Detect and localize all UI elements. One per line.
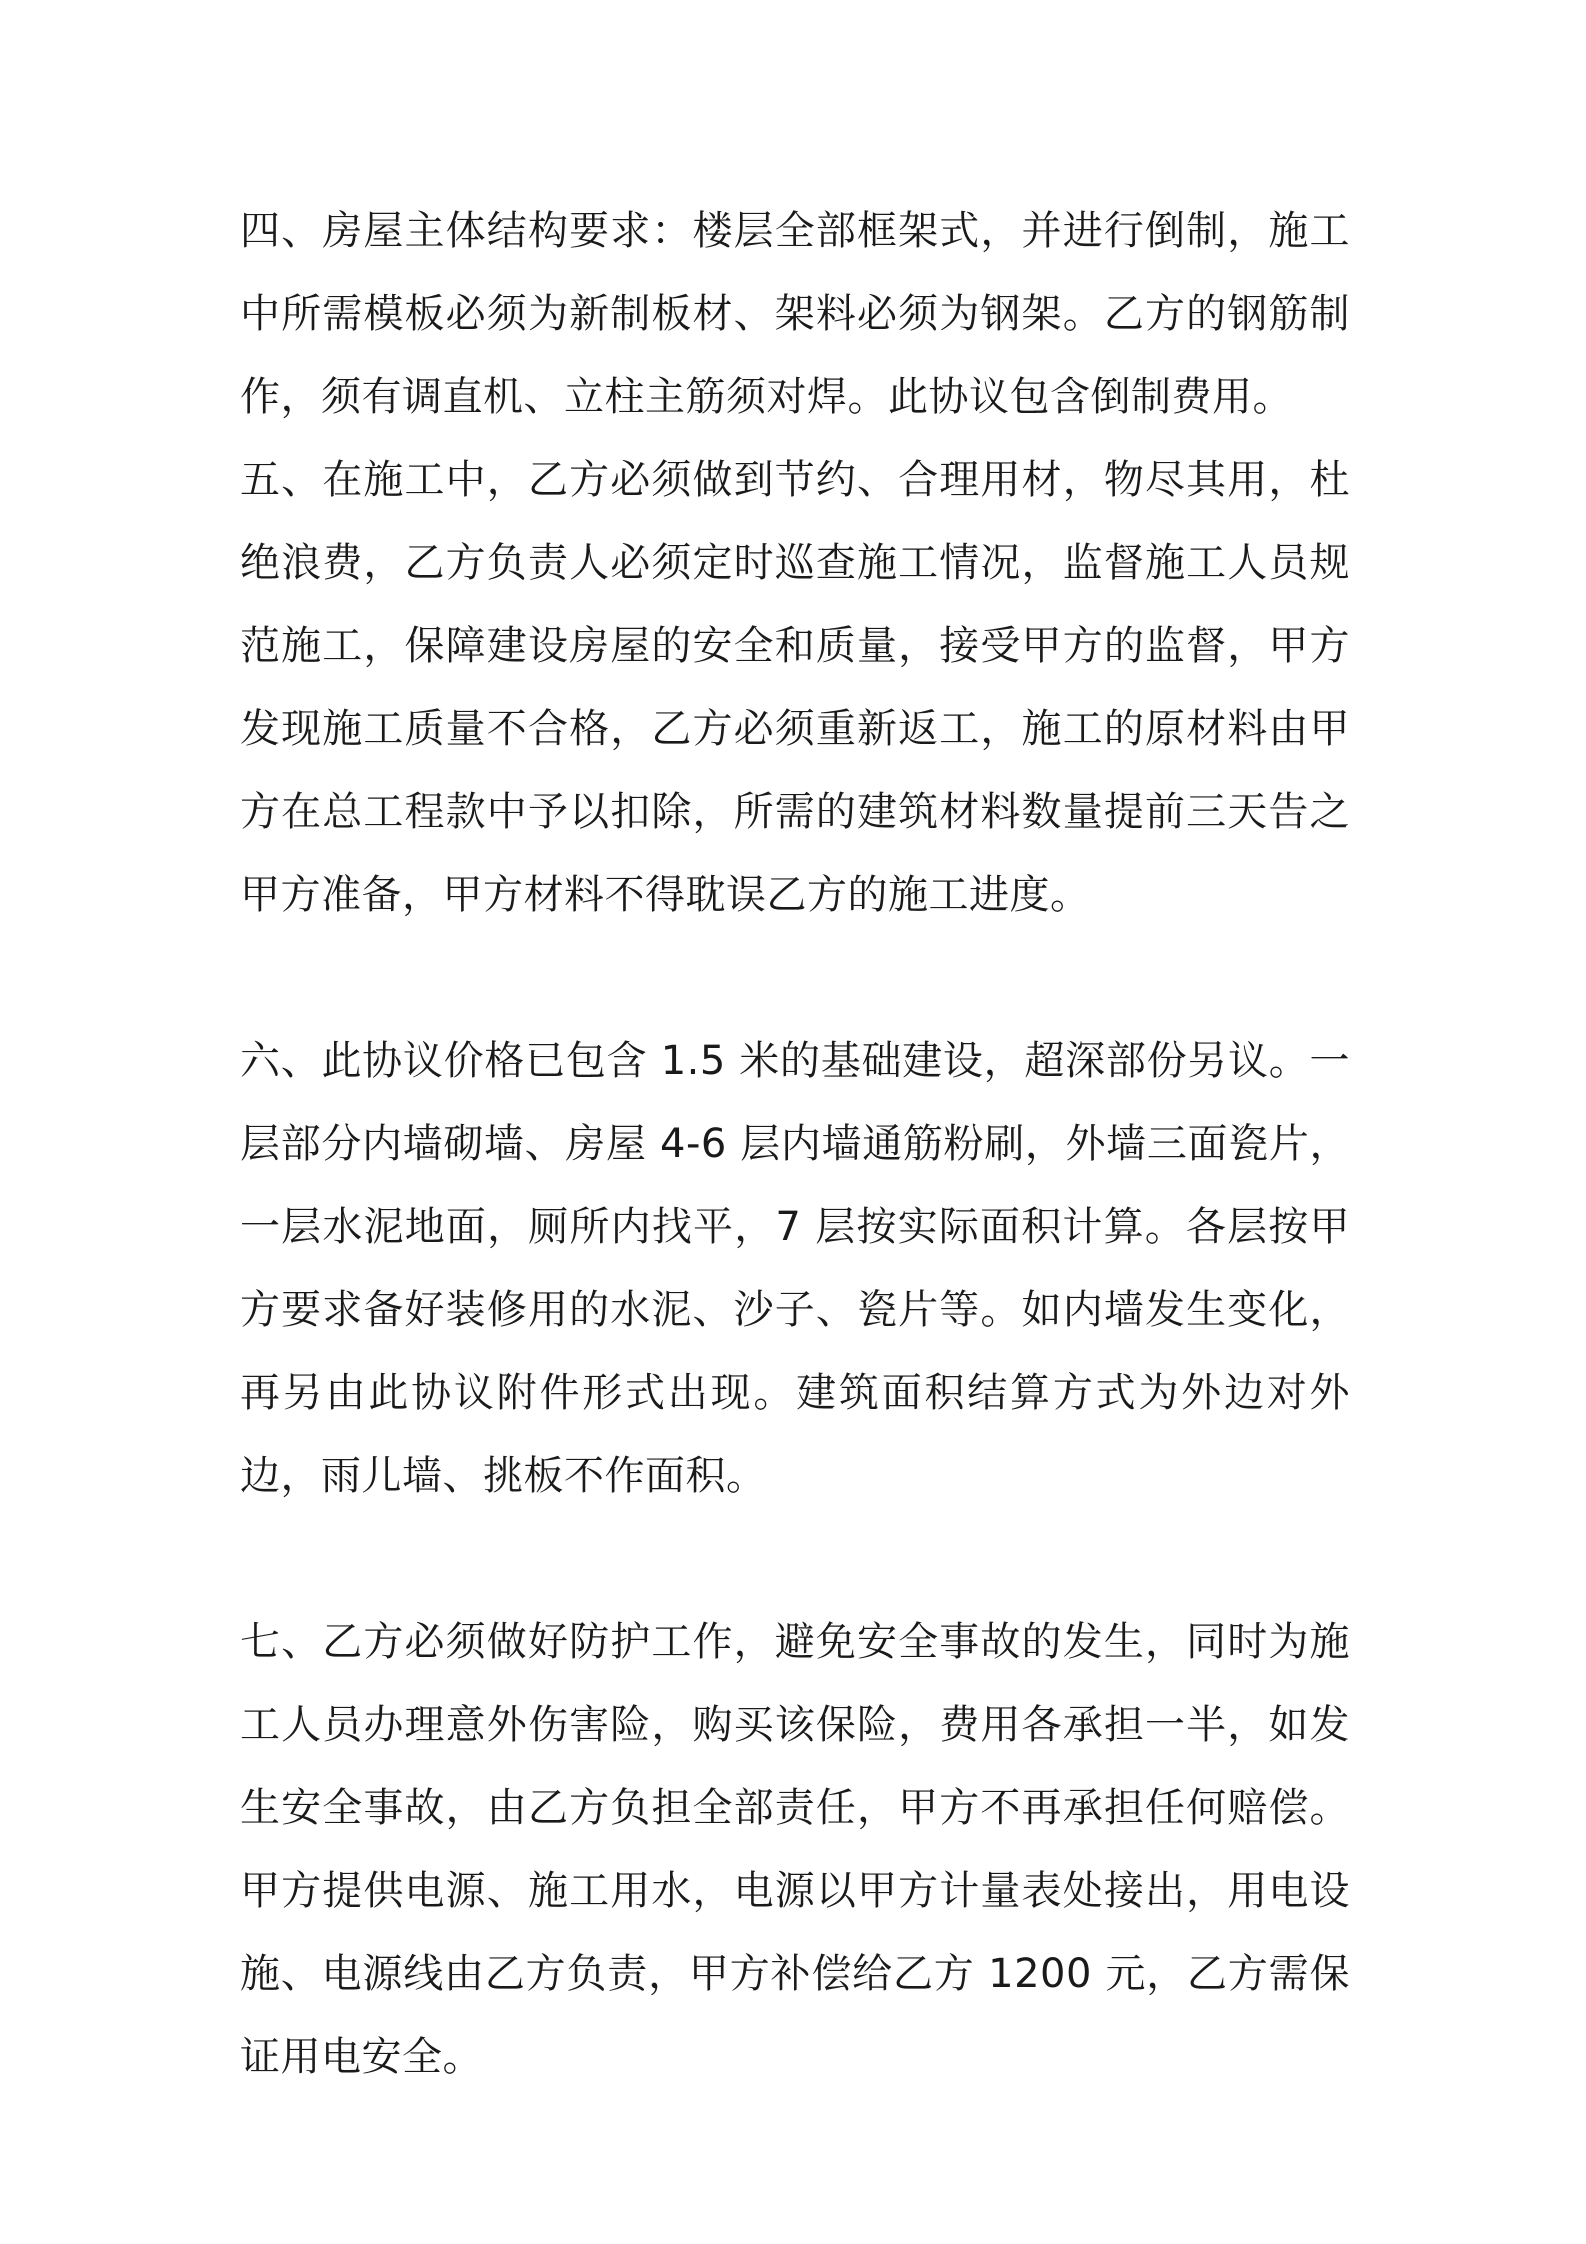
clause-4-paragraph: 四、房屋主体结构要求：楼层全部框架式，并进行倒制，施工中所需模板必须为新制板材、架料必须为钢架。乙方的钢筋制作，须有调直机、立柱主筋须对焊。此协议包含倒制费用。 [240, 208, 1350, 420]
clause-7-paragraph: 七、乙方必须做好防护工作，避免安全事故的发生，同时为施工人员办理意外伤害险，购买该保险，费用各承担一半，如发生安全事故，由乙方负担全部责任，甲方不再承担任何赔偿。甲方提供电源、施工用水，电源以甲方计量表处接出，用电设施、电源线由乙方负责，甲方补偿给乙方 1200 元，乙方需保证用电安全。 [240, 1619, 1350, 2080]
clause-5-paragraph: 五、在施工中，乙方必须做到节约、合理用材，物尽其用，杜绝浪费，乙方负责人必须定时巡查施工情况，监督施工人员规范施工，保障建设房屋的安全和质量，接受甲方的监督，甲方发现施工质量不合格，乙方必须重新返工，施工的原材料由甲方在总工程款中予以扣除，所需的建筑材料数量提前三天告之甲方准备，甲方材料不得耽误乙方的施工进度。 [240, 457, 1350, 918]
paragraph-spacer [240, 937, 1350, 1020]
document-body [240, 190, 1350, 2099]
clause-6-paragraph: 六、此协议价格已包含 1.5 米的基础建设，超深部份另议。一层部分内墙砌墙、房屋 4-6 层内墙通筋粉刷，外墙三面瓷片，一层水泥地面，厕所内找平，7 层按实际面积计算。各层按甲方要求备好装修用的水泥、沙子、瓷片等。如内墙发生变化，再另由此协议附件形式出现。建筑面积结算方式为外边对外边，雨儿墙、挑板不作面积。 [240, 1038, 1350, 1499]
paragraph-spacer [240, 1518, 1350, 1601]
